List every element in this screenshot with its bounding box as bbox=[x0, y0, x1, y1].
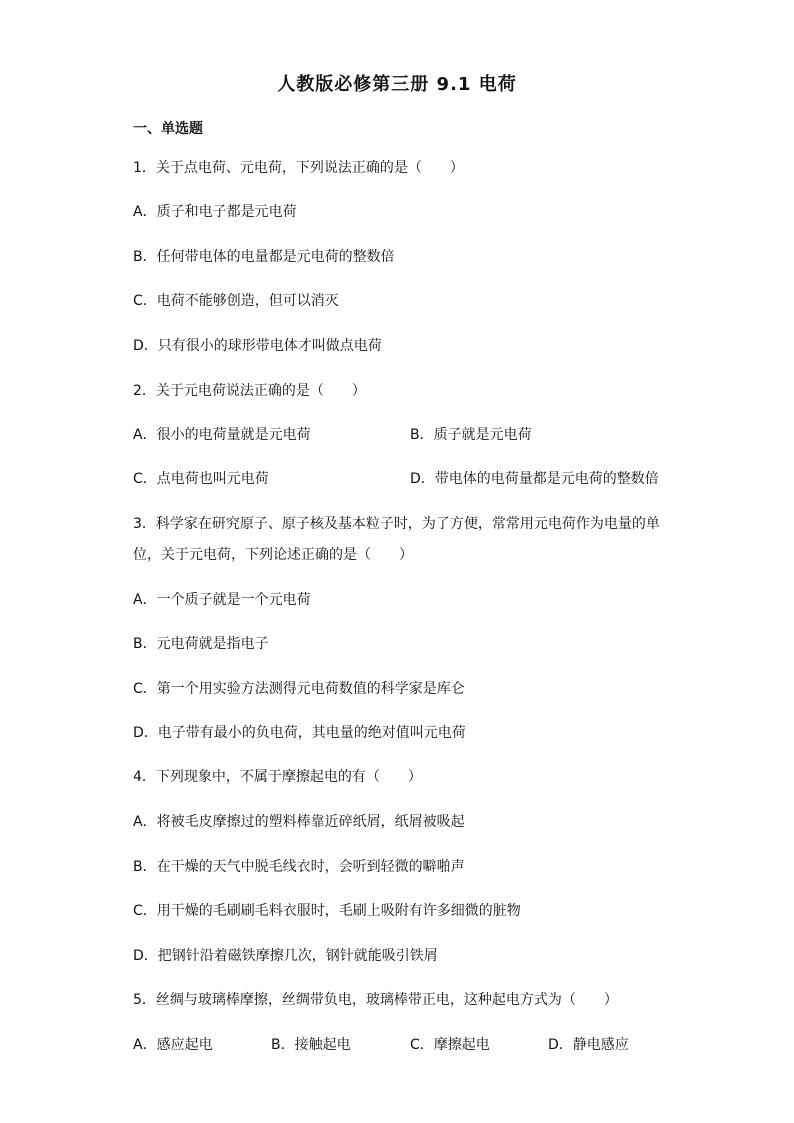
question-2-option-a: A．很小的电荷量就是元电荷 bbox=[133, 427, 311, 443]
question-5-option-d: D．静电感应 bbox=[548, 1037, 629, 1053]
question-1-option-b: B．任何带电体的电量都是元电荷的整数倍 bbox=[133, 249, 395, 265]
question-4-option-c: C．用干燥的毛刷刷毛料衣服时，毛刷上吸附有许多细微的脏物 bbox=[133, 903, 521, 919]
question-5-option-b: B．接触起电 bbox=[271, 1037, 351, 1053]
question-3-stem-line-1: 3．科学家在研究原子、原子核及基本粒子时，为了方便，常常用元电荷作为电量的单 bbox=[133, 516, 660, 532]
question-1-option-a: A．质子和电子都是元电荷 bbox=[133, 204, 297, 220]
question-3-option-b: B．元电荷就是指电子 bbox=[133, 636, 269, 652]
question-3-stem-line-2: 位，关于元电荷，下列论述正确的是（ ） bbox=[133, 547, 413, 563]
question-1-option-c: C．电荷不能够创造，但可以消灭 bbox=[133, 293, 339, 309]
question-2-option-c: C．点电荷也叫元电荷 bbox=[133, 471, 269, 487]
question-1-option-d: D．只有很小的球形带电体才叫做点电荷 bbox=[133, 338, 382, 354]
question-1-stem: 1．关于点电荷、元电荷，下列说法正确的是（ ） bbox=[133, 160, 464, 176]
section-heading: 一、单选题 bbox=[133, 121, 203, 137]
question-5-option-a: A．感应起电 bbox=[133, 1037, 213, 1053]
question-4-option-d: D．把钢针沿着磁铁摩擦几次，钢针就能吸引铁屑 bbox=[133, 948, 438, 964]
question-3-option-d: D．电子带有最小的负电荷，其电量的绝对值叫元电荷 bbox=[133, 725, 466, 741]
question-2-stem: 2．关于元电荷说法正确的是（ ） bbox=[133, 383, 366, 399]
question-5-stem: 5．丝绸与玻璃棒摩擦，丝绸带负电，玻璃棒带正电，这种起电方式为（ ） bbox=[133, 992, 618, 1008]
document-title: 人教版必修第三册 9.1 电荷 bbox=[277, 74, 517, 95]
question-3-option-c: C．第一个用实验方法测得元电荷数值的科学家是库仑 bbox=[133, 681, 465, 697]
question-5-option-c: C．摩擦起电 bbox=[410, 1037, 490, 1053]
question-4-stem: 4．下列现象中，不属于摩擦起电的有（ ） bbox=[133, 769, 422, 785]
question-3-option-a: A．一个质子就是一个元电荷 bbox=[133, 592, 311, 608]
question-4-option-b: B．在干燥的天气中脱毛线衣时，会听到轻微的噼啪声 bbox=[133, 859, 465, 875]
question-2-option-b: B．质子就是元电荷 bbox=[410, 427, 532, 443]
question-4-option-a: A．将被毛皮摩擦过的塑料棒靠近碎纸屑，纸屑被吸起 bbox=[133, 814, 465, 830]
question-2-option-d: D．带电体的电荷量都是元电荷的整数倍 bbox=[410, 471, 659, 487]
